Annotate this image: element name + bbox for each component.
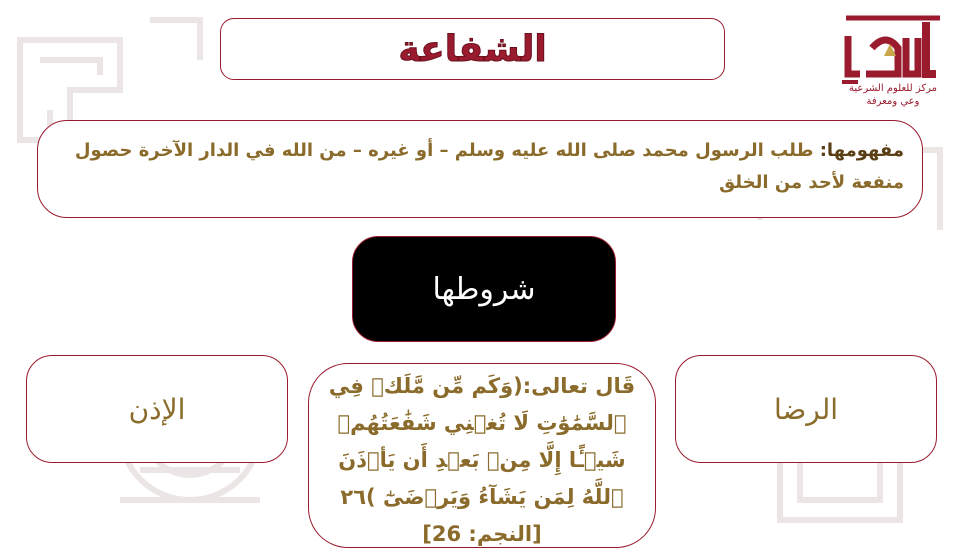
definition-label: مفهومها:	[819, 140, 904, 161]
definition-box	[37, 120, 923, 218]
page-title: الشفاعة	[398, 28, 547, 70]
condition-satisfaction-box[interactable]	[675, 355, 937, 463]
brand-logo-caption	[836, 82, 950, 108]
brand-line-2: وعي ومعرفة	[866, 96, 920, 107]
condition-permission-box[interactable]	[26, 355, 288, 463]
conditions-heading-box[interactable]	[352, 236, 616, 342]
title-box	[220, 18, 725, 80]
brand-line-1: مركز للعلوم الشرعية	[849, 83, 937, 94]
verse-text: قَال تعالى:(وَكَم مِّن مَّلَكٖ فِي ٱلسَّمَٰوَٰتِ لَا تُغۡنِي شَفَٰعَتُهُمۡ شَيۡـًٔا إِلَّا مِنۢ بَعۡدِ أَن يَأۡذَنَ ٱللَّهُ لِمَن يَشَآءُ وَيَرۡضَىٰٓ )٢٦ [النجم: 26]	[328, 374, 636, 546]
definition-body: طلب الرسول محمد صلى الله عليه وسلم – أو غيره – من الله في الدار الآخرة حصول منفعة لأحد من الخلق	[74, 140, 904, 193]
verse-box	[308, 363, 656, 548]
condition-permission-label: الإذن	[128, 392, 186, 426]
definition-text	[56, 135, 904, 199]
conditions-heading: شروطها	[432, 271, 536, 307]
condition-satisfaction-label: الرضا	[773, 392, 839, 426]
